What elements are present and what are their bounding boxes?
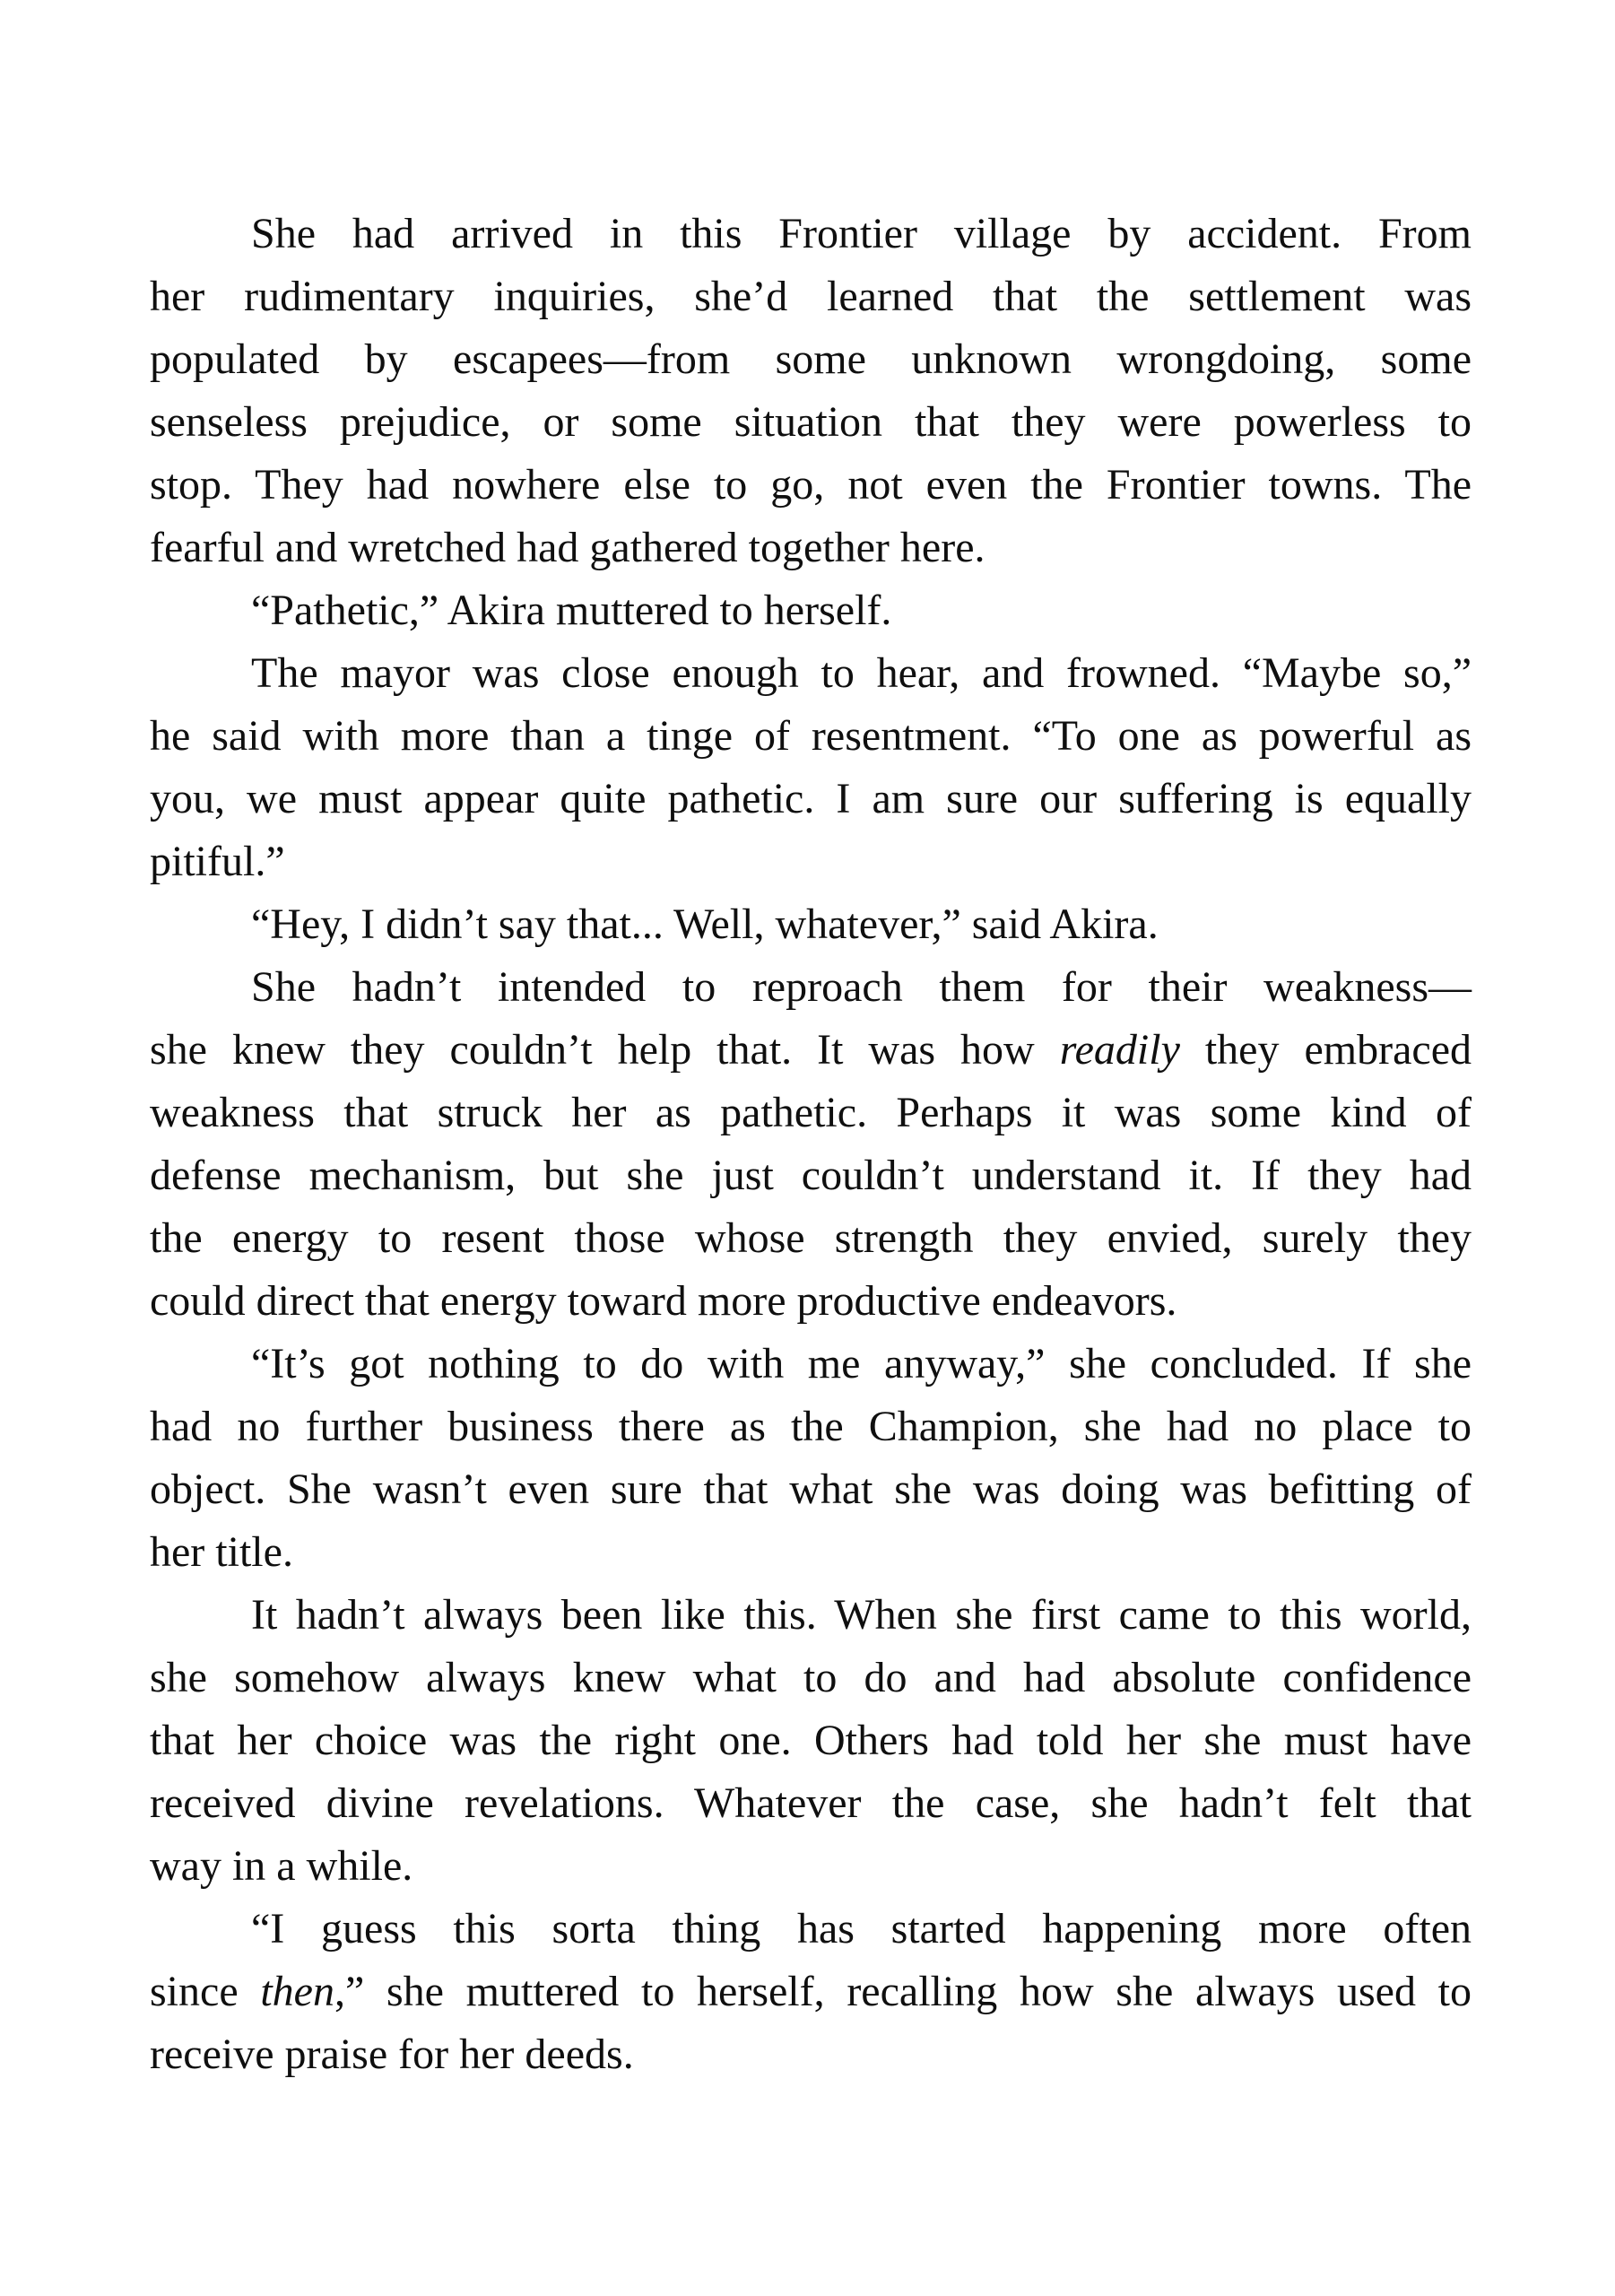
text-line: received divine revelations. Whatever the case, she hadn’t felt that (150, 1779, 1472, 1827)
text-line: defense mechanism, but she just couldn’t understand it. If they had (150, 1152, 1472, 1199)
text-line: “I guess this sorta thing has started happening more often (251, 1905, 1472, 1952)
italic-word: then (260, 1968, 334, 2015)
text-line: She hadn’t intended to reproach them for their weakness— (251, 963, 1472, 1011)
paragraph (150, 1584, 1472, 1898)
paragraph (150, 579, 1472, 642)
paragraph (150, 956, 1472, 1333)
paragraph (150, 1333, 1472, 1584)
paragraph (150, 642, 1472, 893)
text-line: “Pathetic,” Akira muttered to herself. (251, 587, 892, 634)
text-line: She had arrived in this Frontier village by accident. From (251, 210, 1472, 257)
text-line: the energy to resent those whose strength they envied, surely they (150, 1214, 1472, 1262)
italic-word: readily (1059, 1026, 1180, 1074)
text-line: “Hey, I didn’t say that... Well, whatever,” said Akira. (251, 900, 1159, 948)
text-line: she knew they couldn’t help that. It was how readily they embraced (150, 1026, 1472, 1074)
text-line: she somehow always knew what to do and had absolute confidence (150, 1654, 1472, 1701)
text-line: way in a while. (150, 1842, 413, 1890)
text-line: It hadn’t always been like this. When she first came to this world, (251, 1591, 1472, 1639)
text-line: pitiful.” (150, 838, 285, 885)
text-block (150, 203, 1472, 2086)
text-line: populated by escapees—from some unknown wrongdoing, some (150, 335, 1472, 383)
text-line: that her choice was the right one. Others had told her she must have (150, 1717, 1472, 1764)
text-line: had no further business there as the Champion, she had no place to (150, 1403, 1472, 1450)
text-line: he said with more than a tinge of resentment. “To one as powerful as (150, 712, 1472, 760)
text-line: object. She wasn’t even sure that what she was doing was befitting of (150, 1465, 1472, 1513)
text-line: her rudimentary inquiries, she’d learned that the settlement was (150, 273, 1472, 320)
text-line: since then,” she muttered to herself, recalling how she always used to (150, 1968, 1472, 2015)
text-line: stop. They had nowhere else to go, not even the Frontier towns. The (150, 461, 1472, 509)
paragraph (150, 203, 1472, 579)
text-line: fearful and wretched had gathered together here. (150, 524, 985, 571)
paragraph (150, 893, 1472, 956)
paragraph (150, 1898, 1472, 2086)
text-line: senseless prejudice, or some situation that they were powerless to (150, 398, 1472, 446)
text-line: weakness that struck her as pathetic. Perhaps it was some kind of (150, 1089, 1472, 1136)
text-line: you, we must appear quite pathetic. I am sure our suffering is equally (150, 775, 1472, 822)
text-line: “It’s got nothing to do with me anyway,” she concluded. If she (251, 1340, 1472, 1387)
text-line: her title. (150, 1528, 293, 1576)
text-line: The mayor was close enough to hear, and frowned. “Maybe so,” (251, 649, 1472, 697)
text-line: could direct that energy toward more productive endeavors. (150, 1277, 1177, 1325)
text-line: receive praise for her deeds. (150, 2031, 634, 2078)
